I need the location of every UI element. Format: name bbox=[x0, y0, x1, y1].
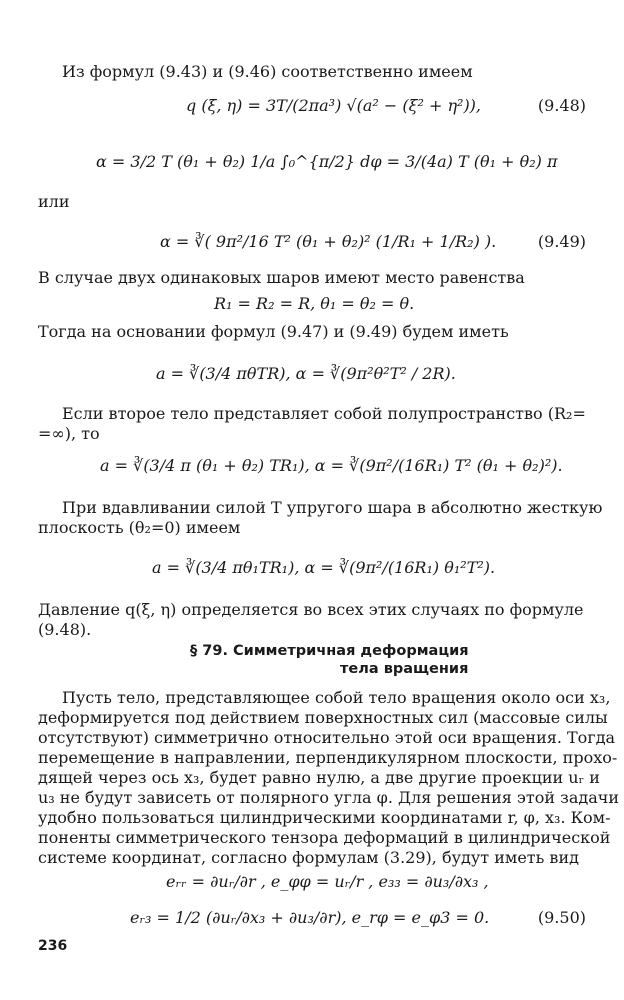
equation-9-50-b: eᵣ₃ = 1/2 (∂uᵣ/∂x₃ + ∂u₃/∂r), e_rφ = e_φ3 = 0. bbox=[130, 908, 490, 927]
pressure-text-1: Давление q(ξ, η) определяется во всех этих случаях по формуле bbox=[38, 600, 584, 619]
section-title-line-2: тела вращения bbox=[340, 661, 469, 677]
page-number: 236 bbox=[38, 938, 68, 954]
press-text-1: При вдавливании силой T упругого шара в абсолютно жесткую bbox=[62, 498, 603, 517]
equation-number-9-50: (9.50) bbox=[537, 908, 586, 927]
paragraph-line-1: Пусть тело, представляющее собой тело вращения около оси x₃, bbox=[62, 688, 611, 707]
paragraph-line-4: перемещение в направлении, перпендикулярном плоскости, прохо- bbox=[38, 748, 618, 767]
equation-9-49: α = ∛( 9π²/16 T² (θ₁ + θ₂)² (1/R₁ + 1/R₂) ). bbox=[160, 232, 497, 251]
equation-case-rigid-plane: a = ∛(3/4 πθ₁TR₁), α = ∛(9π²/(16R₁) θ₁²T²). bbox=[152, 558, 496, 577]
equation-case-halfspace: a = ∛(3/4 π (θ₁ + θ₂) TR₁), α = ∛(9π²/(16R₁) T² (θ₁ + θ₂)²). bbox=[100, 456, 563, 475]
equation-number-9-49: (9.49) bbox=[537, 232, 586, 251]
word-or: или bbox=[38, 192, 70, 211]
equation-9-48: q (ξ, η) = 3T/(2πa³) √(a² − (ξ² + η²)), bbox=[186, 96, 482, 115]
pressure-text-2: (9.48). bbox=[38, 620, 92, 639]
halfspace-text-2: =∞), то bbox=[38, 424, 100, 443]
equation-9-50-a: eᵣᵣ = ∂uᵣ/∂r , e_φφ = uᵣ/r , e₃₃ = ∂u₃/∂x₃ , bbox=[166, 872, 489, 891]
press-text-2: плоскость (θ₂=0) имеем bbox=[38, 518, 241, 537]
equation-alpha-integral: α = 3/2 T (θ₁ + θ₂) 1/a ∫₀^{π/2} dφ = 3/(4a) T (θ₁ + θ₂) π bbox=[96, 152, 558, 171]
paragraph-line-8: поненты симметрического тензора деформаций в цилиндрической bbox=[38, 828, 611, 847]
paragraph-line-6: u₃ не будут зависеть от полярного угла φ. Для решения этой задачи bbox=[38, 788, 620, 807]
paragraph-line-7: удобно пользоваться цилиндрическими координатами r, φ, x₃. Ком- bbox=[38, 808, 611, 827]
equation-case-equal-spheres: a = ∛(3/4 πθTR), α = ∛(9π²θ²T² / 2R). bbox=[156, 364, 456, 383]
halfspace-text-1: Если второе тело представляет собой полупространство (R₂= bbox=[62, 404, 586, 423]
paragraph-line-9: системе координат, согласно формулам (3.29), будут иметь вид bbox=[38, 848, 579, 867]
then-text: Тогда на основании формул (9.47) и (9.49) будем иметь bbox=[38, 322, 509, 341]
intro-text: Из формул (9.43) и (9.46) соответственно имеем bbox=[62, 62, 473, 81]
equation-equal-spheres: R₁ = R₂ = R, θ₁ = θ₂ = θ. bbox=[214, 294, 415, 313]
paragraph-line-2: деформируется под действием поверхностных сил (массовые силы bbox=[38, 708, 608, 727]
two-spheres-text: В случае двух одинаковых шаров имеют место равенства bbox=[38, 268, 525, 287]
equation-number-9-48: (9.48) bbox=[537, 96, 586, 115]
paragraph-line-5: дящей через ось x₃, будет равно нулю, а две другие проекции uᵣ и bbox=[38, 768, 600, 787]
section-title-line-1: § 79. Симметричная деформация bbox=[190, 643, 469, 659]
paragraph-line-3: отсутствуют) симметрично относительно этой оси вращения. Тогда bbox=[38, 728, 616, 747]
